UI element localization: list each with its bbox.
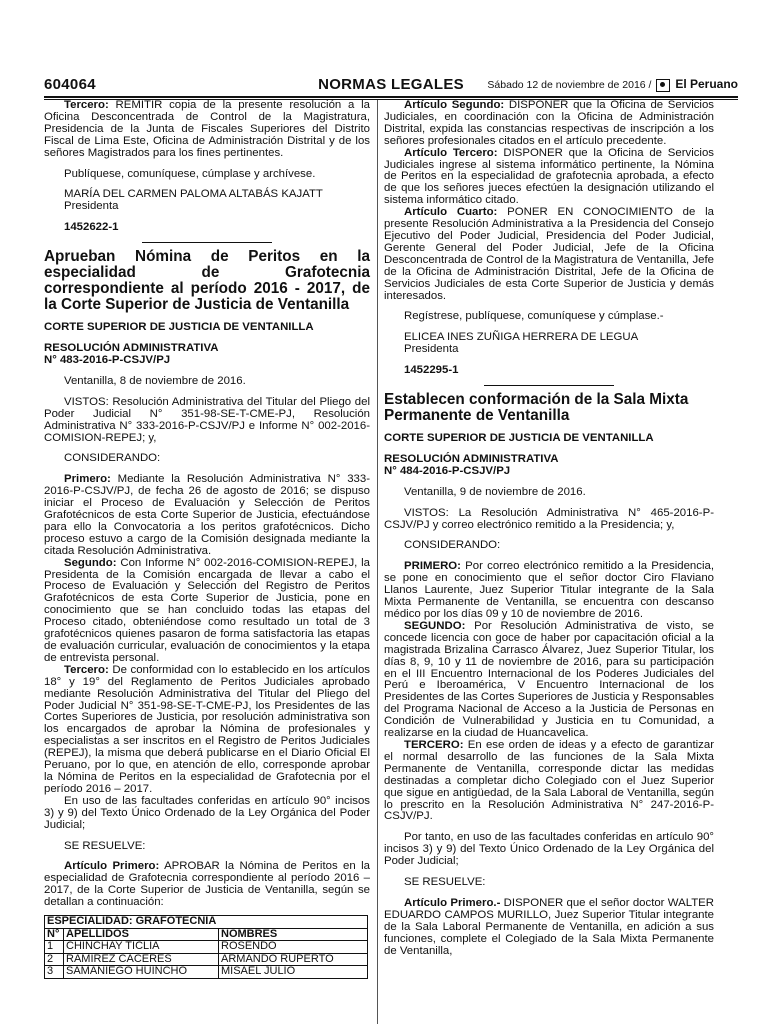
table-cell: SAMANIEGO HUINCHO (64, 966, 219, 979)
court-name: CORTE SUPERIOR DE JUSTICIA DE VENTANILLA (384, 432, 654, 445)
table-row (45, 953, 368, 966)
resolution-heading: RESOLUCIÓN ADMINISTRATIVA (384, 452, 559, 465)
paragraph-tercero-2 (44, 665, 370, 796)
paragraph-label: Primero: (64, 473, 111, 486)
paragraph-text: Con Informe N° 002-2016-COMISION-REPEJ, la Presidenta de la Comisión encargada de llevar a cabo el Proceso de Evaluación y Selección del Registro de Peritos Grafotécnicos de esta Corte Superior de Justicia, pone en conocimiento que se han concluido todas las etapas del Proceso citado, obteniéndose como resultado un total de 3 grafotécnicos quienes pasaron de forma satisfactoria las etapas de evaluación curricular, evaluación de conocimientos y la etapa de entrevista personal. (44, 556, 370, 664)
paragraph-label: Tercero: (64, 663, 109, 676)
header-rule (44, 96, 738, 98)
paragraph-text: APROBAR la Nómina de Peritos en la especialidad de Grafotecnia correspondiente al período 2016 – 2017, de la Corte Superior de Justicia de Ventanilla, según se detallan a continuación: (44, 860, 371, 909)
article-primero (384, 898, 714, 958)
paragraph-label: Artículo Segundo: (404, 99, 505, 111)
column-divider (377, 100, 378, 1024)
place-date: Ventanilla, 9 de noviembre de 2016. (404, 485, 586, 498)
closing-formula: Publíquese, comuníquese, cúmplase y archívese. (64, 167, 316, 180)
closing-formula: Regístrese, publíquese, comuníquese y cúmplase.- (404, 310, 664, 323)
page-header (44, 76, 738, 96)
table-cell: CHINCHAY TICLIA (64, 941, 219, 954)
header-date-brand (487, 77, 738, 92)
table-header-nombres: NOMBRES (219, 928, 368, 941)
resolution-heading: RESOLUCIÓN ADMINISTRATIVA (44, 342, 219, 355)
place-date: Ventanilla, 8 de noviembre de 2016. (64, 374, 246, 387)
facultades-paragraph: En uso de las facultades conferidas en artículo 90° incisos 3) y 9) del Texto Único Ordenado de la Ley Orgánica del Poder Judicial; (44, 794, 370, 831)
paragraph-text: REMITIR copia de la presente resolución a la Oficina Desconcentrada de Control de la Magistratura, Presidencia de la Junta de Fiscales Superiores del Distrito Fiscal de Lima Este, Oficina de Administración Distrital y de los señores Magistrados para los fines pertinentes. (44, 99, 370, 159)
article-tercero (384, 148, 714, 208)
considerando-heading: CONSIDERANDO: (64, 452, 161, 465)
table-cell: 2 (45, 953, 64, 966)
signer-name: MARÍA DEL CARMEN PALOMA ALTABÁS KAJATT (64, 188, 323, 201)
resuelve-heading: SE RESUELVE: (404, 876, 486, 889)
considerando-heading: CONSIDERANDO: (404, 539, 501, 552)
article-title: Aprueban Nómina de Peritos en la especialidad de Grafotecnia correspondiente al período 2016 - 2017, de la Corte Superior de Justicia de Ventanilla (44, 248, 370, 314)
paragraph-primero (384, 561, 714, 621)
publication-code: 1452295-1 (404, 364, 459, 377)
header-date: Sábado 12 de noviembre de 2016 / (487, 79, 652, 91)
paragraph-label: Artículo Primero.- (404, 896, 501, 909)
resolution-number: N° 483-2016-P-CSJV/PJ (44, 353, 171, 366)
paragraph-text: Por correo electrónico remitido a la Presidencia, se pone en conocimiento que el señor doctor Ciro Flaviano Llanos Laurente, Juez Superior Titular integrante de la Sala Mixta Permanente de Ventanilla, se encuentra con descanso médico por los días 09 y 10 de noviembre de 2016. (384, 560, 714, 620)
paragraph-tercero (384, 740, 714, 823)
table-cell: RAMIREZ CACERES (64, 953, 219, 966)
paragraph-tercero (44, 100, 370, 160)
peritos-table (44, 915, 368, 979)
paragraph-text: DISPONER que la Oficina de Servicios Judiciales ingrese al sistema informático pertinente, la Nómina de Peritos en la especialidad de grafotecnia aprobada, a efecto de que los señores jueces efectúen la designación utilizando el sistema informático citado. (384, 146, 714, 207)
separator-rule (142, 242, 272, 243)
paragraph-label: Segundo: (64, 556, 117, 569)
table-row (45, 941, 368, 954)
separator-rule (484, 385, 614, 386)
table-cell: MISAEL JULIO (219, 966, 368, 979)
paragraph-label: SEGUNDO: (404, 619, 466, 632)
paragraph-text: Mediante la Resolución Administrativa N° 333-2016-P-CSJV/PJ, de fecha 26 de agosto de 2016; se dispuso iniciar el Proceso de Evaluación y Selección de Peritos Grafotécnicos de esta Corte Superior de Justicia, efectuándose para ello la Convocatoria a los peritos grafotécnicos. Dicho proceso estuvo a cargo de la Comisión designada mediante la citada Resolución Administrativa. (44, 473, 370, 557)
section-title: NORMAS LEGALES (318, 76, 464, 93)
portanto-paragraph: Por tanto, en uso de las facultades conferidas en artículo 90° incisos 3) y 9) del Texto Único Ordenado de la Ley Orgánica del Poder Judicial; (384, 831, 714, 868)
left-column (44, 100, 370, 979)
vistos-paragraph: VISTOS: Resolución Administrativa del Titular del Pliego del Poder Judicial N° 351-98-SE-T-CME-PJ, Resolución Administrativa N° 333-2016-P-CSJV/PJ e Informe N° 002-2016-COMISION-REPEJ; y, (44, 395, 370, 444)
table-cell: ARMANDO RUPERTO (219, 953, 368, 966)
resuelve-heading: SE RESUELVE: (64, 839, 146, 852)
signer-role: Presidenta (404, 343, 459, 356)
article-cuarto (384, 207, 714, 302)
paragraph-primero (44, 474, 370, 557)
paragraph-label: Artículo Tercero: (404, 146, 498, 159)
table-header-num: N° (45, 928, 64, 941)
newspaper-name: El Peruano (675, 77, 738, 91)
article-primero (44, 861, 370, 909)
table-cell: 3 (45, 966, 64, 979)
paragraph-text: PONER EN CONOCIMIENTO de la presente Resolución Administrativa a la Presidencia del Consejo Ejecutivo del Poder Judicial, Presidencia del Poder Judicial, Gerente General del Poder Judicial, Jefe de la Oficina Desconcentrada de Control de la Magistratura de Ventanilla, Jefe de la Oficina de Administración Distrital, Jefe de la Oficina de Servicios Judiciales de esta Corte Superior de Justicia y demás interesados. (384, 206, 714, 302)
right-column (384, 100, 714, 957)
table-specialty: ESPECIALIDAD: GRAFOTECNIA (45, 916, 368, 929)
coat-of-arms-icon (656, 79, 670, 92)
page-number: 604064 (44, 76, 96, 93)
table-header-apellidos: APELLIDOS (64, 928, 219, 941)
paragraph-text: Por Resolución Administrativa de visto, se concede licencia con goce de haber por capacitación oficial a la magistrada Brizalina Carrasco Álvarez, Juez Superior Titular, los días 8, 9, 10 y 11 de noviembre de 2016, para su participación en el III Encuentro Internacional de los Poderes Judiciales del Perú e Iberoamérica, V Encuentro Internacional de los Presidentes de las Cortes Superiores de Justicia y Responsables del Programa Nacional de Acceso a la Justicia de Personas en Condición de Vulnerabilidad y Justicia en tu Comunidad, a realizarse en la ciudad de Huancavelica. (384, 619, 714, 740)
paragraph-label: TERCERO: (404, 738, 464, 751)
paragraph-label: PRIMERO: (404, 560, 461, 573)
article-title: Establecen conformación de la Sala Mixta Permanente de Ventanilla (384, 391, 689, 425)
paragraph-text: De conformidad con lo establecido en los artículos 18° y 19° del Reglamento de Peritos Judiciales aprobado mediante Resolución Administrativa del Titular del Pliego del Poder Judicial N° 351-98-SE-T-CME-PJ, los Presidentes de las Cortes Superiores de Justicia, por resolución administrativa son los encargados de aprobar la Nómina de profesionales y especialistas a ser inscritos en el Registro de Peritos Judiciales (REPEJ), la misma que deberá publicarse en el Diario Oficial El Peruano, por lo que, en atención de ello, corresponde aprobar la Nómina de Peritos en la especialidad de Grafotecnia por el período 2016 – 2017. (44, 663, 370, 795)
signer-name: ELICEA INES ZUÑIGA HERRERA DE LEGUA (404, 331, 639, 344)
paragraph-segundo (384, 621, 714, 740)
signer-role: Presidenta (64, 200, 119, 213)
paragraph-label: Artículo Primero: (64, 860, 160, 873)
court-name: CORTE SUPERIOR DE JUSTICIA DE VENTANILLA (44, 321, 314, 334)
paragraph-label: Artículo Cuarto: (404, 206, 498, 219)
paragraph-text: DISPONER que la Oficina de Servicios Judiciales, en coordinación con la Oficina de Administración Distrital, expida las constancias respectivas de inscripción a los señores profesionales citados en el artículo precedente. (384, 99, 714, 147)
publication-code: 1452622-1 (64, 221, 119, 234)
vistos-paragraph: VISTOS: La Resolución Administrativa N° 465-2016-P-CSJV/PJ y correo electrónico remitido a la Presidencia; y, (384, 506, 714, 531)
table-row (45, 966, 368, 979)
paragraph-text: DISPONER que el señor doctor WALTER EDUARDO CAMPOS MURILLO, Juez Superior Titular integrante de la Sala Laboral Permanente de Ventanilla, en adición a sus funciones, complete el Colegiado de la Sala Mixta Permanente de Ventanilla, (384, 896, 714, 957)
paragraph-label: Tercero: (64, 99, 109, 111)
article-segundo (384, 100, 714, 148)
paragraph-text: En ese orden de ideas y a efecto de garantizar el normal desarrollo de las funciones de la Sala Mixta Permanente de Ventanilla, corresponde dictar las medidas destinadas a completar dicho Colegiado con el Juez Superior que sigue en antigüedad, de la Sala Laboral de Ventanilla, según lo prescrito en la Resolución Administrativa N° 247-2016-P-CSJV/PJ. (384, 738, 714, 823)
paragraph-segundo (44, 558, 370, 665)
resolution-number: N° 484-2016-P-CSJV/PJ (384, 464, 511, 477)
table-cell: 1 (45, 941, 64, 954)
table-cell: ROSENDO (219, 941, 368, 954)
